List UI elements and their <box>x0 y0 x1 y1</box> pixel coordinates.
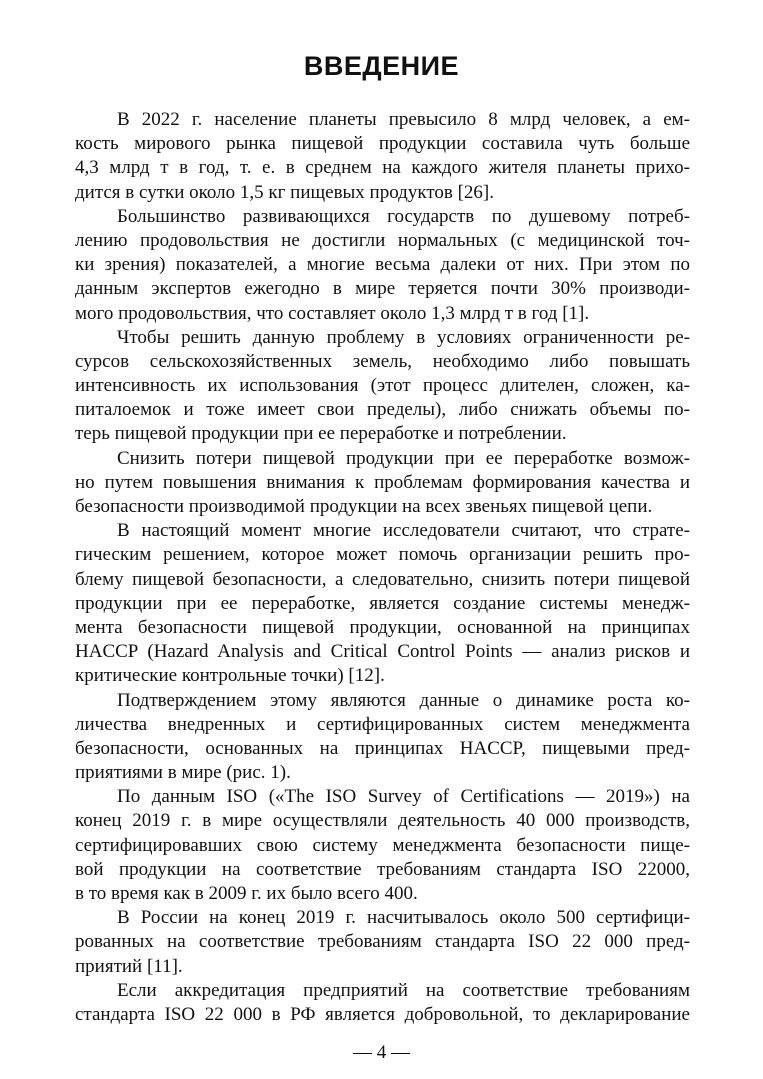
text-line: блему пищевой безопасности, а следовательно, снизить потери пищевой <box>75 568 690 590</box>
text-line: В 2022 г. население планеты превысило 8 млрд человек, а ем- <box>117 109 690 130</box>
paragraph <box>75 906 690 979</box>
text-line: Снизить потери пищевой продукции при ее переработке возмож- <box>117 447 690 469</box>
text-line: кость мирового рынка пищевой продукции составила чуть больше <box>75 133 690 155</box>
paragraph <box>75 108 690 205</box>
text-line: интенсивность их использования (этот процесс длителен, сложен, ка- <box>75 375 690 397</box>
text-line: В настоящий момент многие исследователи считают, что страте- <box>117 520 690 542</box>
text-line: Подтверждением этому являются данные о динамике роста ко- <box>117 689 690 711</box>
paragraph <box>75 205 690 326</box>
paragraph <box>75 326 690 447</box>
text-line: конец 2019 г. в мире осуществляли деятельность 40 000 производств, <box>75 810 690 832</box>
text-line: безопасности, основанных на принципах HACCP, пищевыми пред- <box>75 737 690 759</box>
text-line: Большинство развивающихся государств по душевому потреб- <box>117 205 690 227</box>
text-line: мента безопасности пищевой продукции, основанной на принципах <box>75 616 690 638</box>
paragraph <box>75 519 690 688</box>
text-line: но путем повышения внимания к проблемам формирования качества и <box>75 471 690 493</box>
page-number: — 4 — <box>353 1042 410 1063</box>
text-line: вой продукции на соответствие требованиям стандарта ISO 22000, <box>75 858 690 880</box>
text-line: питалоемок и тоже имеет свои пределы), либо снижать объемы по- <box>75 399 690 421</box>
text-line: Если аккредитация предприятий на соответствие требованиям <box>117 979 690 1001</box>
paragraph <box>75 447 690 520</box>
text-line: гическим решением, которое может помочь организации решить про- <box>75 544 690 566</box>
text-line: HACCP (Hazard Analysis and Critical Control Points — анализ рисков и <box>75 641 690 663</box>
text-line: приятиями в мире (рис. 1). <box>75 762 291 784</box>
text-line: стандарта ISO 22 000 в РФ является добровольной, то декларирование <box>75 1003 690 1025</box>
text-line: мого продовольствия, что составляет около 1,3 млрд т в год [1]. <box>75 302 590 324</box>
text-line: личества внедренных и сертифицированных систем менеджмента <box>75 713 690 735</box>
text-line: ки зрения) показателей, а многие весьма далеки от них. При этом по <box>75 254 690 276</box>
text-line: сурсов сельскохозяйственных земель, необходимо либо повышать <box>75 350 690 372</box>
text-line: безопасности производимой продукции на всех звеньях пищевой цепи. <box>75 496 653 517</box>
text-line: в то время как в 2009 г. их было всего 400. <box>75 883 418 904</box>
text-line: лению продовольствия не достигли нормальных (с медицинской точ- <box>75 229 690 251</box>
paragraph <box>75 979 690 1027</box>
text-line: терь пищевой продукции при ее переработке и потреблении. <box>75 423 567 445</box>
text-line: Чтобы решить данную проблему в условиях ограниченности ре- <box>117 326 690 348</box>
text-line: данным экспертов ежегодно в мире теряется почти 30% производи- <box>75 278 690 300</box>
paragraph <box>75 689 690 786</box>
page-title: ВВЕДЕНИЕ <box>303 51 460 81</box>
text-line: критические контрольные точки) [12]. <box>75 665 385 687</box>
text-line: рованных на соответствие требованиям стандарта ISO 22 000 пред- <box>75 931 690 953</box>
text-line: сертифицировавших свою систему менеджмента безопасности пище- <box>75 834 690 856</box>
text-line: приятий [11]. <box>75 955 183 977</box>
body-text <box>75 108 690 1027</box>
text-line: По данным ISO («The ISO Survey of Certifications — 2019») на <box>117 786 690 808</box>
text-line: 4,3 млрд т в год, т. е. в среднем на каждого жителя планеты прихо- <box>75 157 690 179</box>
text-line: продукции при ее переработке, является создание системы менедж- <box>75 592 690 614</box>
text-line: дится в сутки около 1,5 кг пищевых продуктов [26]. <box>75 181 495 203</box>
paragraph <box>75 785 690 906</box>
text-line: В России на конец 2019 г. насчитывалось около 500 сертифици- <box>117 907 690 929</box>
